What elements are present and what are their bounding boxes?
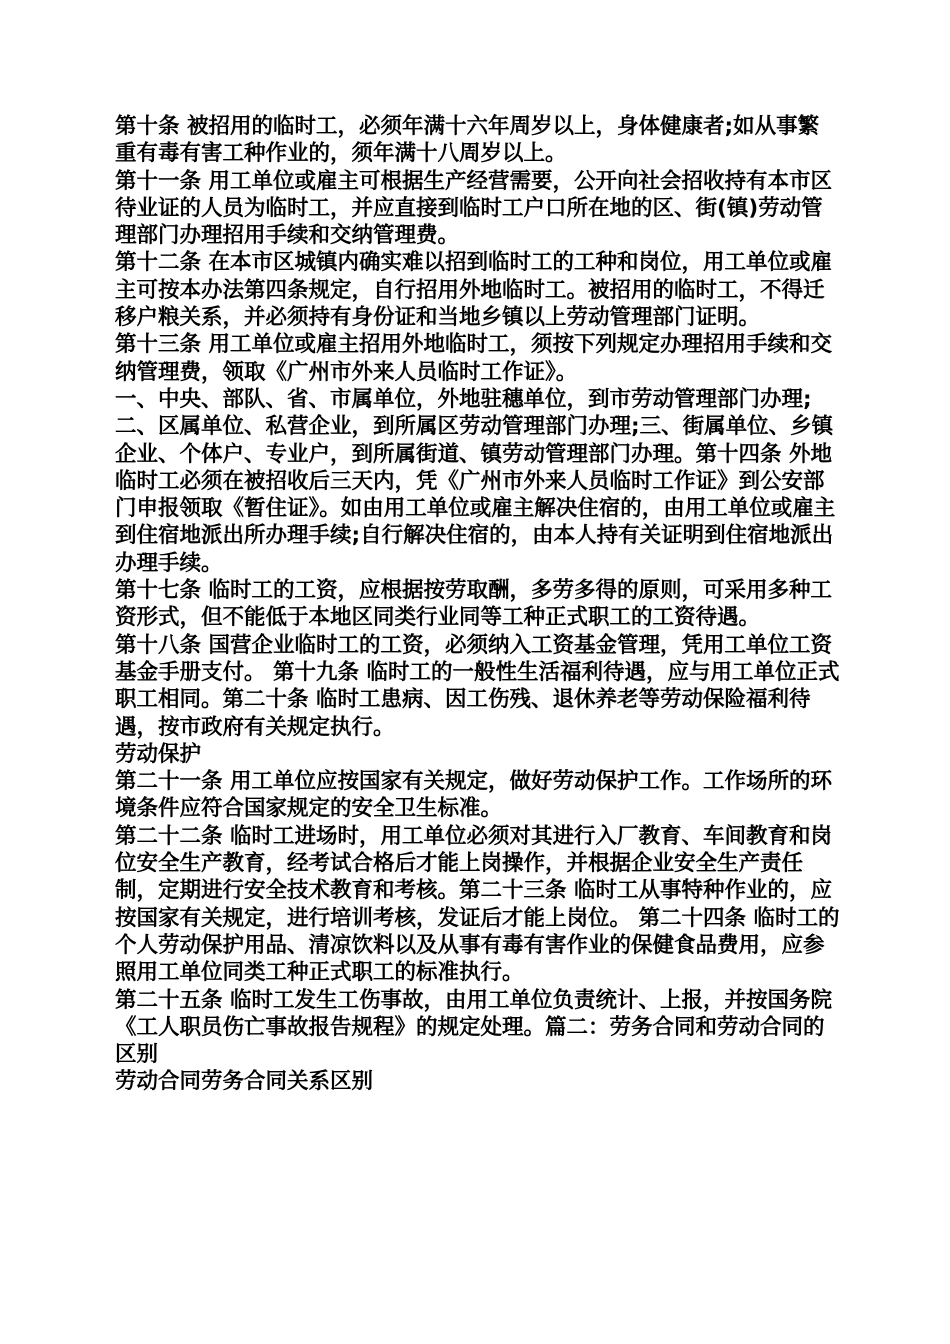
section-heading-contract-difference: 劳动合同劳务合同关系区别 <box>115 1069 374 1095</box>
paragraph-article-12: 第十二条 在本市区城镇内确实难以招到临时工的工种和岗位，用工单位或雇主可按本办法第四条规定，自行招用外地临时工。被招用的临时工，不得迁移户粮关系，并必须持有身份证和当地乡镇以上劳动管理部门证明。 <box>115 250 832 331</box>
document-body <box>115 113 840 1096</box>
paragraph-item-1: 一、中央、部队、省、市属单位，外地驻穗单位，到市劳动管理部门办理; <box>115 386 812 412</box>
paragraph-article-22-24: 第二十二条 临时工进场时，用工单位必须对其进行入厂教育、车间教育和岗位安全生产教育，经考试合格后才能上岗操作，并根据企业安全生产责任制，定期进行安全技术教育和考核。第二十三条 临时工从事特种作业的，应按国家有关规定，进行培训考核，发证后才能上岗位。 第二十四条 临时工的个人劳动保护用品、清凉饮料以及从事有毒有害作业的保健食品费用，应参照用工单位同类工种正式职工的标准执行。 <box>115 823 840 986</box>
section-heading-labor-protection: 劳动保护 <box>115 741 202 767</box>
paragraph-article-13: 第十三条 用工单位或雇主招用外地临时工，须按下列规定办理招用手续和交纳管理费，领取《广州市外来人员临时工作证》。 <box>115 332 832 385</box>
paragraph-article-18-20: 第十八条 国营企业临时工的工资，必须纳入工资基金管理，凭用工单位工资基金手册支付。 第十九条 临时工的一般性生活福利待遇，应与用工单位正式职工相同。第二十条 临时工患病、因工伤残、退休养老等劳动保险福利待遇，按市政府有关规定执行。 <box>115 632 840 740</box>
paragraph-item-2-3-article-14: 二、区属单位、私营企业，到所属区劳动管理部门办理;三、街属单位、乡镇企业、个体户、专业户，到所属街道、镇劳动管理部门办理。第十四条 外地临时工必须在被招收后三天内，凭《广州市外来人员临时工作证》到公安部门申报领取《暂住证》。如由用工单位或雇主解决住宿的，由用工单位或雇主到住宿地派出所办理手续;自行解决住宿的，由本人持有关证明到住宿地派出办理手续。 <box>115 414 836 576</box>
paragraph-article-11: 第十一条 用工单位或雇主可根据生产经营需要，公开向社会招收持有本市区待业证的人员为临时工，并应直接到临时工户口所在地的区、街(镇)劳动管理部门办理招用手续和交纳管理费。 <box>115 168 832 249</box>
paragraph-article-10: 第十条 被招用的临时工，必须年满十六年周岁以上，身体健康者;如从事繁重有毒有害工种作业的，须年满十八周岁以上。 <box>115 114 820 167</box>
paragraph-article-21: 第二十一条 用工单位应按国家有关规定，做好劳动保护工作。工作场所的环境条件应符合国家规定的安全卫生标准。 <box>115 769 832 822</box>
paragraph-article-17: 第十七条 临时工的工资，应根据按劳取酬，多劳多得的原则，可采用多种工资形式，但不能低于本地区同类行业同等工种正式职工的工资待遇。 <box>115 578 832 631</box>
paragraph-article-25: 第二十五条 临时工发生工伤事故，由用工单位负责统计、上报，并按国务院《工人职员伤亡事故报告规程》的规定处理。篇二：劳务合同和劳动合同的区别 <box>115 987 832 1068</box>
